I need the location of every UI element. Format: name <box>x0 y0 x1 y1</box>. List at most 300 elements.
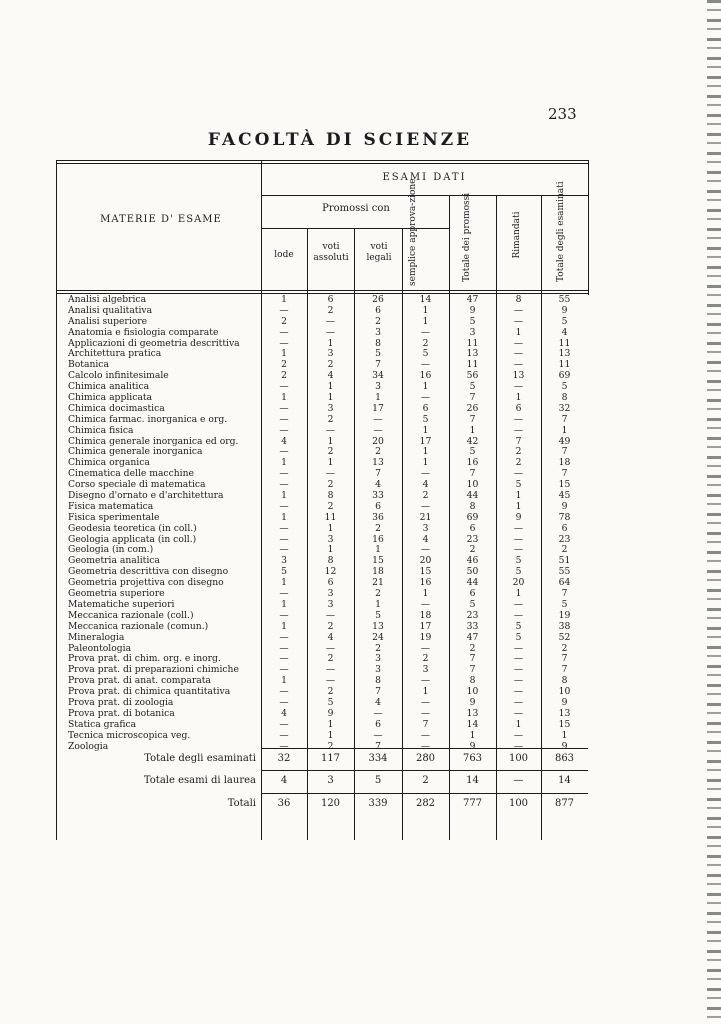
row-value: 9 <box>561 696 568 708</box>
row-value: 13 <box>372 620 384 632</box>
row-value: — <box>279 696 289 708</box>
row-value: 9 <box>327 707 334 719</box>
row-value: 1 <box>469 729 476 741</box>
row-value: — <box>373 729 383 741</box>
totals-row <box>56 796 588 812</box>
row-value: — <box>513 359 524 371</box>
row-value: 6 <box>327 577 334 589</box>
row-value: 1 <box>327 435 334 447</box>
row-value: — <box>279 500 289 512</box>
totals-value: 14 <box>466 775 479 786</box>
row-value: — <box>513 348 524 360</box>
row-value: — <box>279 413 289 425</box>
row-value: — <box>279 631 289 643</box>
row-subject: Fisica sperimentale <box>68 512 160 523</box>
table-row <box>56 447 588 458</box>
row-value: 9 <box>469 740 476 752</box>
row-value: 18 <box>372 566 384 578</box>
row-value: 4 <box>375 479 381 491</box>
row-value: — <box>420 642 431 654</box>
table-row <box>56 437 588 448</box>
row-value: — <box>279 304 289 316</box>
row-value: — <box>420 359 431 371</box>
row-value: 5 <box>515 620 522 632</box>
row-value: 42 <box>466 435 479 447</box>
row-value: 64 <box>558 577 571 589</box>
row-value: 7 <box>561 413 568 425</box>
row-value: 8 <box>327 555 334 567</box>
row-value: — <box>513 337 524 349</box>
row-subject: Paleontologia <box>68 643 132 654</box>
row-value: 8 <box>469 675 476 687</box>
row-value: 1 <box>422 381 429 393</box>
row-value: — <box>279 729 289 741</box>
row-value: 5 <box>469 381 476 393</box>
row-value: 13 <box>512 370 525 382</box>
row-value: — <box>279 479 289 491</box>
row-value: 4 <box>422 479 429 491</box>
row-value: 1 <box>375 598 381 610</box>
row-value: — <box>513 598 524 610</box>
row-value: 6 <box>561 522 568 534</box>
table-row <box>56 339 588 350</box>
row-value: — <box>513 686 524 698</box>
row-value: 11 <box>466 359 479 371</box>
row-value: 26 <box>466 402 479 414</box>
row-value: 3 <box>327 533 334 545</box>
table-row <box>56 360 588 371</box>
row-subject: Geologia applicata (in coll.) <box>68 534 197 545</box>
exam-table <box>56 160 588 840</box>
row-value: — <box>420 326 431 338</box>
row-subject: Prova prat. di chimica quantitativa <box>68 687 231 698</box>
row-subject: Prova prat. di botanica <box>68 708 175 719</box>
table-row <box>56 306 588 317</box>
totals-value: 877 <box>554 798 575 809</box>
row-value: 1 <box>422 315 429 327</box>
row-value: 2 <box>327 653 334 665</box>
row-value: 5 <box>561 598 568 610</box>
row-value: 1 <box>375 544 381 556</box>
row-value: — <box>513 522 524 534</box>
header-esami-dati: ESAMI DATI <box>382 172 467 183</box>
row-value: — <box>373 413 383 425</box>
table-row <box>56 698 588 709</box>
row-subject: Geometria superiore <box>68 589 165 600</box>
row-value: 6 <box>469 588 476 600</box>
row-value: 8 <box>327 490 334 502</box>
totals-value: 5 <box>374 775 382 786</box>
totals-value: 339 <box>368 798 388 809</box>
row-value: 14 <box>419 294 432 305</box>
row-value: — <box>420 696 431 708</box>
row-value: 21 <box>372 577 384 589</box>
row-value: 5 <box>469 446 476 458</box>
row-value: — <box>279 424 289 436</box>
row-value: 6 <box>327 294 334 305</box>
row-value: 11 <box>558 359 571 371</box>
row-value: 6 <box>375 304 381 316</box>
row-subject: Chimica generale inorganica <box>68 447 203 458</box>
totals-value: 36 <box>277 798 291 809</box>
row-value: 10 <box>466 479 479 491</box>
row-subject: Anatomia e fisiologia comparate <box>68 327 219 338</box>
row-value: 1 <box>327 718 334 730</box>
row-value: 3 <box>327 348 334 360</box>
row-subject: Applicazioni di geometria descrittiva <box>68 338 240 349</box>
table-row <box>56 393 588 404</box>
row-subject: Chimica applicata <box>68 393 152 404</box>
row-value: 23 <box>466 533 479 545</box>
row-value: 1 <box>281 457 287 469</box>
row-value: 13 <box>372 457 384 469</box>
row-value: 56 <box>466 370 479 382</box>
row-value: — <box>325 664 336 676</box>
row-value: 23 <box>558 533 571 545</box>
table-row <box>56 371 588 382</box>
row-value: — <box>420 740 431 752</box>
page-edge-texture <box>707 0 721 1024</box>
row-value: 36 <box>372 511 384 523</box>
row-value: 15 <box>558 479 571 491</box>
table-body <box>56 295 588 752</box>
row-subject: Matematiche superiori <box>68 599 175 610</box>
row-value: 1 <box>281 675 287 687</box>
totals-value: 334 <box>368 753 388 764</box>
row-value: 4 <box>561 326 568 338</box>
row-value: 1 <box>327 457 334 469</box>
row-value: 3 <box>281 555 287 567</box>
row-value: 52 <box>558 631 571 643</box>
totals-label: Totali <box>227 798 256 809</box>
row-value: — <box>513 729 524 741</box>
row-value: 3 <box>422 664 429 676</box>
row-value: 6 <box>515 402 522 414</box>
row-value: — <box>513 304 524 316</box>
row-value: 1 <box>422 304 429 316</box>
totals-value: — <box>513 775 524 786</box>
row-value: 1 <box>422 424 429 436</box>
row-value: 7 <box>561 653 568 665</box>
table-row <box>56 415 588 426</box>
row-value: 7 <box>561 468 568 480</box>
row-value: — <box>279 740 289 752</box>
row-subject: Geodesia teoretica (in coll.) <box>68 523 197 534</box>
row-value: 8 <box>561 675 568 687</box>
row-subject: Geometria analitica <box>68 556 160 567</box>
row-value: 5 <box>561 381 568 393</box>
row-value: 26 <box>372 294 384 305</box>
table-row <box>56 469 588 480</box>
row-value: 4 <box>375 696 381 708</box>
row-value: 13 <box>558 707 571 719</box>
table-row <box>56 502 588 513</box>
page-title: FACOLTÀ DI SCIENZE <box>207 130 473 150</box>
table-row <box>56 458 588 469</box>
row-value: 19 <box>419 631 432 643</box>
row-value: — <box>513 468 524 480</box>
header-promossi-con: Promossi con <box>322 203 390 214</box>
row-value: 9 <box>561 740 568 752</box>
table-row <box>56 654 588 665</box>
table-row <box>56 589 588 600</box>
row-value: 5 <box>515 631 522 643</box>
row-value: — <box>279 522 289 534</box>
row-value: — <box>420 707 431 719</box>
table-row <box>56 524 588 535</box>
row-value: 15 <box>372 555 384 567</box>
row-value: 2 <box>327 620 334 632</box>
row-value: 5 <box>515 555 522 567</box>
row-value: 2 <box>375 522 381 534</box>
table-row <box>56 665 588 676</box>
row-value: 1 <box>281 294 287 305</box>
row-value: 49 <box>558 435 571 447</box>
header-lode: lode <box>274 250 294 260</box>
row-subject: Analisi algebrica <box>68 295 147 305</box>
row-value: — <box>420 729 431 741</box>
row-value: 5 <box>515 479 522 491</box>
row-subject: Chimica farmac. inorganica e org. <box>68 414 228 425</box>
row-value: 3 <box>375 664 381 676</box>
row-value: 7 <box>469 392 476 404</box>
row-value: 5 <box>281 566 287 578</box>
header-voti-legali: voti legali <box>366 242 392 263</box>
table-row <box>56 328 588 339</box>
row-value: 2 <box>561 544 568 556</box>
row-value: 7 <box>469 664 476 676</box>
row-value: — <box>279 381 289 393</box>
row-subject: Geometria descrittiva con disegno <box>68 567 229 578</box>
row-subject: Mineralogia <box>68 632 125 643</box>
table-row <box>56 295 588 306</box>
row-value: 13 <box>466 707 479 719</box>
row-value: 3 <box>327 402 334 414</box>
row-value: 7 <box>561 588 568 600</box>
header-rimandati: Rimandati <box>512 211 522 259</box>
row-value: 11 <box>558 337 571 349</box>
row-value: 19 <box>558 609 571 621</box>
row-value: 1 <box>281 348 287 360</box>
row-value: 7 <box>375 468 381 480</box>
row-value: — <box>513 381 524 393</box>
table-row <box>56 622 588 633</box>
row-value: — <box>279 402 289 414</box>
row-value: — <box>325 675 336 687</box>
totals-label: Totale esami di laurea <box>143 775 256 786</box>
row-value: 2 <box>327 500 334 512</box>
row-value: 1 <box>281 598 287 610</box>
row-value: — <box>279 653 289 665</box>
row-value: — <box>279 337 289 349</box>
row-value: 47 <box>466 294 479 305</box>
totals-value: 763 <box>462 753 483 764</box>
table-row <box>56 513 588 524</box>
row-value: 2 <box>375 588 381 600</box>
table-row <box>56 317 588 328</box>
row-value: 38 <box>558 620 571 632</box>
row-value: 7 <box>375 740 381 752</box>
row-value: 51 <box>558 555 571 567</box>
row-value: 3 <box>422 522 429 534</box>
row-value: 7 <box>422 718 429 730</box>
row-value: 5 <box>515 566 522 578</box>
row-value: 1 <box>515 718 522 730</box>
row-value: — <box>513 696 524 708</box>
row-value: 11 <box>466 337 479 349</box>
totals-row <box>56 773 588 789</box>
row-subject: Prova prat. di zoologia <box>68 697 174 708</box>
row-value: 1 <box>281 392 287 404</box>
row-value: — <box>420 468 431 480</box>
row-value: 17 <box>419 620 432 632</box>
row-value: 7 <box>375 359 381 371</box>
totals-value: 100 <box>508 753 529 764</box>
row-value: 7 <box>561 664 568 676</box>
totals-value: 280 <box>415 753 436 764</box>
row-value: 3 <box>469 326 476 338</box>
table-row <box>56 426 588 437</box>
row-value: 1 <box>281 511 287 523</box>
row-subject: Statica grafica <box>68 719 137 730</box>
header-semplice-approvazione: semplice approva-zione <box>408 178 418 286</box>
row-value: — <box>420 675 431 687</box>
row-value: 2 <box>469 642 476 654</box>
row-subject: Zoologia <box>68 741 109 752</box>
row-value: 8 <box>375 337 381 349</box>
row-value: 1 <box>327 392 334 404</box>
totals-value: 282 <box>415 798 436 809</box>
row-value: 4 <box>422 533 429 545</box>
row-value: 2 <box>327 479 334 491</box>
row-value: 2 <box>281 315 287 327</box>
row-subject: Chimica generale inorganica ed org. <box>68 436 239 447</box>
row-value: 16 <box>372 533 384 545</box>
row-value: 4 <box>327 370 334 382</box>
row-value: 1 <box>422 588 429 600</box>
header-totale-esaminati: Totale degli esaminati <box>556 181 566 282</box>
row-value: 47 <box>466 631 479 643</box>
row-value: 34 <box>372 370 384 382</box>
row-value: 69 <box>466 511 479 523</box>
row-value: 15 <box>419 566 432 578</box>
row-value: 17 <box>372 402 384 414</box>
row-subject: Meccanica razionale (coll.) <box>68 610 194 621</box>
row-subject: Chimica analitica <box>68 382 150 393</box>
row-value: 12 <box>324 566 337 578</box>
row-value: 2 <box>422 490 429 502</box>
row-value: — <box>279 588 289 600</box>
totals-label: Totale degli esaminati <box>144 753 256 764</box>
row-value: — <box>513 664 524 676</box>
row-value: 10 <box>466 686 479 698</box>
row-value: 20 <box>372 435 384 447</box>
table-row <box>56 545 588 556</box>
row-subject: Geologia (in com.) <box>68 545 154 556</box>
row-value: 78 <box>558 511 571 523</box>
row-subject: Chimica organica <box>68 458 150 469</box>
row-value: 15 <box>558 718 571 730</box>
row-value: 33 <box>466 620 479 632</box>
row-subject: Meccanica razionale (comun.) <box>68 621 209 632</box>
row-value: 1 <box>515 500 522 512</box>
row-value: 2 <box>327 740 334 752</box>
totals-value: 120 <box>320 798 341 809</box>
row-value: 6 <box>422 402 429 414</box>
row-value: 55 <box>558 566 571 578</box>
row-value: — <box>513 609 524 621</box>
row-value: 1 <box>281 577 287 589</box>
header-materie: MATERIE D' ESAME <box>100 214 222 225</box>
row-value: 3 <box>327 588 334 600</box>
row-value: 5 <box>469 315 476 327</box>
row-value: 8 <box>561 392 568 404</box>
row-value: 1 <box>327 381 334 393</box>
row-subject: Chimica fisica <box>68 425 134 436</box>
row-value: 55 <box>558 294 571 305</box>
row-value: 44 <box>466 490 479 502</box>
row-value: 1 <box>375 392 381 404</box>
table-row <box>56 633 588 644</box>
row-value: 1 <box>327 522 334 534</box>
row-value: — <box>373 707 383 719</box>
row-value: 8 <box>375 675 381 687</box>
row-value: — <box>325 642 336 654</box>
row-value: — <box>325 609 336 621</box>
row-value: 5 <box>375 609 381 621</box>
row-value: 1 <box>327 337 334 349</box>
table-row <box>56 535 588 546</box>
row-value: 10 <box>558 686 571 698</box>
row-value: — <box>373 424 383 436</box>
row-value: — <box>420 392 431 404</box>
row-subject: Analisi qualitativa <box>68 305 153 316</box>
row-value: — <box>325 424 336 436</box>
row-value: — <box>513 740 524 752</box>
row-value: 8 <box>515 294 522 305</box>
row-value: 1 <box>422 446 429 458</box>
row-value: 44 <box>466 577 479 589</box>
row-subject: Disegno d'ornato e d'architettura <box>68 491 224 502</box>
row-value: 1 <box>515 490 522 502</box>
row-subject: Architettura pratica <box>68 349 162 360</box>
row-value: 2 <box>327 359 334 371</box>
row-value: 17 <box>419 435 432 447</box>
row-value: 1 <box>469 424 476 436</box>
row-value: 9 <box>515 511 522 523</box>
row-value: — <box>420 598 431 610</box>
row-value: 2 <box>327 304 334 316</box>
row-subject: Prova prat. di anat. comparata <box>68 676 211 687</box>
row-value: 9 <box>469 696 476 708</box>
row-value: 5 <box>469 598 476 610</box>
table-row <box>56 731 588 742</box>
row-value: 16 <box>466 457 479 469</box>
row-value: 4 <box>281 435 287 447</box>
row-value: 2 <box>281 359 287 371</box>
row-value: 1 <box>422 686 429 698</box>
row-value: 1 <box>515 326 522 338</box>
row-value: 33 <box>372 490 384 502</box>
totals-value: 4 <box>280 775 288 786</box>
row-value: 5 <box>561 315 568 327</box>
header-totale-promossi: Totale dei promossi <box>462 192 472 282</box>
row-value: 1 <box>327 729 334 741</box>
row-value: 7 <box>515 435 522 447</box>
row-value: 21 <box>419 511 432 523</box>
row-value: — <box>279 446 289 458</box>
row-value: 7 <box>469 413 476 425</box>
